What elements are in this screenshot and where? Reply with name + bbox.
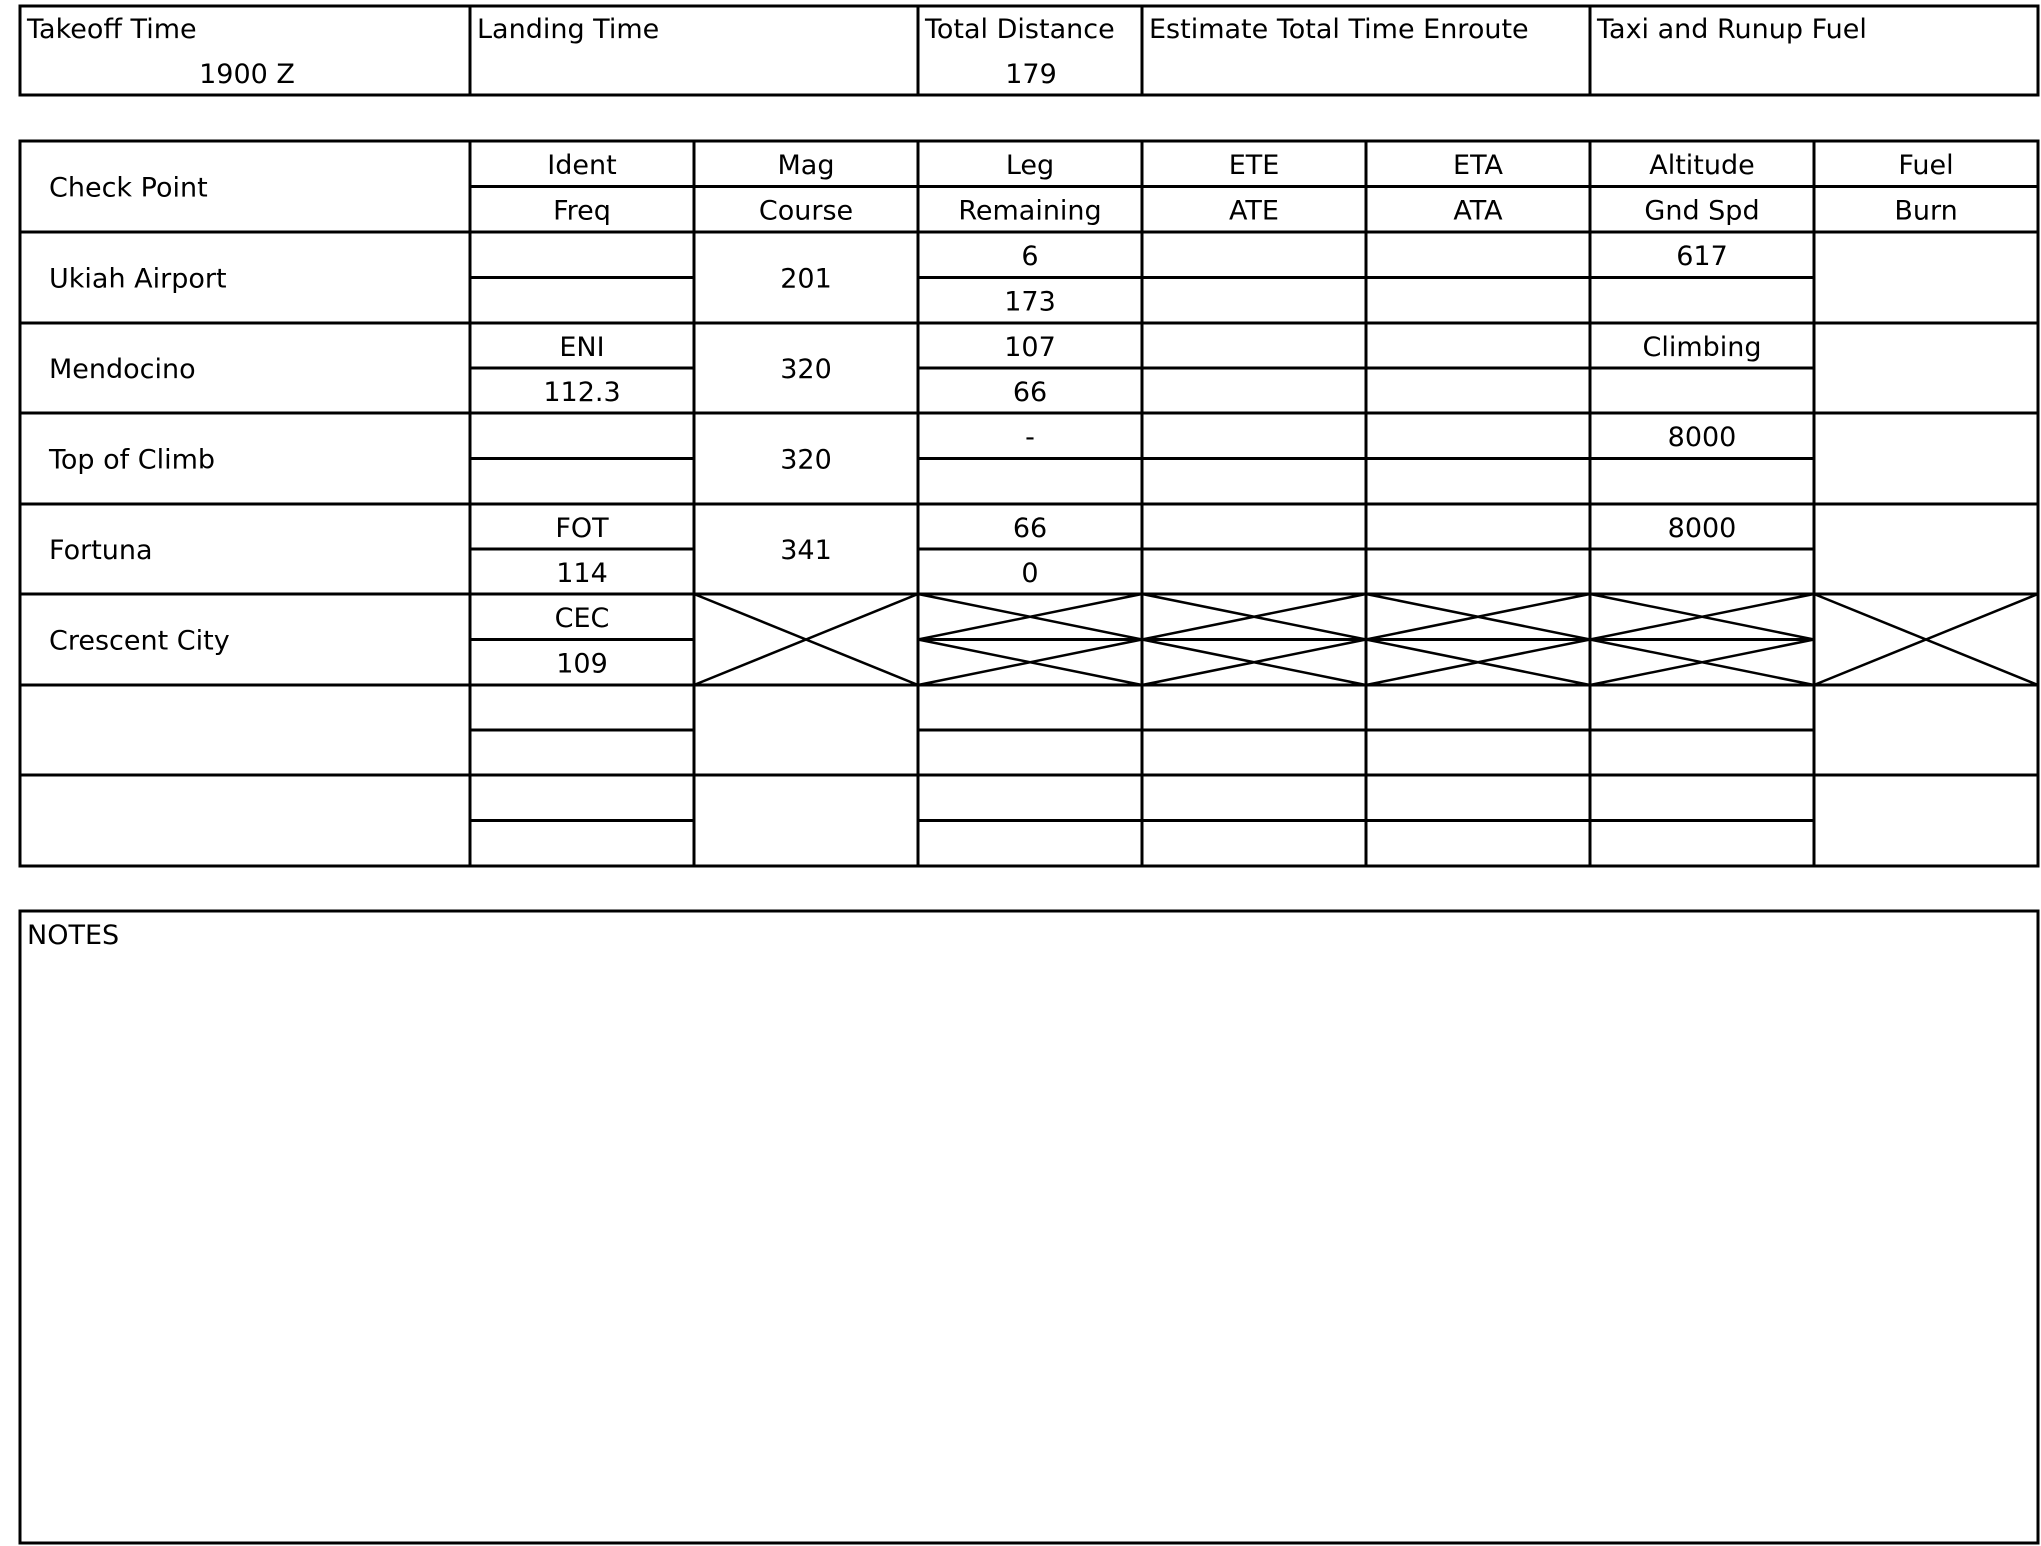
- freq-cell: 112.3: [543, 377, 621, 408]
- ident-cell: CEC: [554, 603, 610, 634]
- altitude-cell: 617: [1676, 241, 1728, 272]
- checkpoint-header: Check Point: [49, 172, 208, 204]
- freq-cell: 109: [556, 648, 608, 680]
- column-header-top: Leg: [1005, 150, 1055, 181]
- summary-value: 179: [1005, 59, 1057, 90]
- leg-cell: 6: [1021, 241, 1039, 272]
- summary-value: 1900 Z: [199, 59, 295, 90]
- freq-cell: 114: [556, 558, 608, 589]
- column-header-top: ETE: [1228, 150, 1280, 181]
- column-header-bottom: Burn: [1894, 195, 1958, 227]
- altitude-cell: Climbing: [1642, 332, 1762, 363]
- ident-cell: FOT: [555, 513, 609, 544]
- notes-box: [20, 911, 2038, 1543]
- altitude-cell: 8000: [1667, 422, 1737, 453]
- remaining-cell: 173: [1004, 286, 1056, 318]
- summary-label: Total Distance: [925, 14, 1115, 45]
- course-cell: 201: [780, 263, 832, 295]
- summary-label: Takeoff Time: [27, 14, 197, 45]
- leg-cell: 107: [1004, 332, 1056, 363]
- form-text: [26, 14, 1958, 951]
- ident-cell: ENI: [559, 332, 605, 363]
- course-cell: 320: [780, 354, 832, 385]
- column-header-bottom: Course: [758, 195, 854, 227]
- leg-cell: -: [1025, 422, 1035, 453]
- column-header-top: Altitude: [1649, 150, 1755, 181]
- column-header-bottom: ATA: [1453, 195, 1503, 227]
- summary-label: Taxi and Runup Fuel: [1597, 14, 1867, 45]
- column-header-top: Fuel: [1898, 150, 1954, 181]
- checkpoint-name: Fortuna: [49, 535, 153, 566]
- summary-label: Landing Time: [477, 14, 660, 45]
- leg-cell: 66: [1012, 513, 1048, 544]
- course-cell: 341: [780, 535, 832, 566]
- checkpoint-name: Mendocino: [49, 354, 196, 385]
- column-header-top: ETA: [1453, 150, 1503, 181]
- altitude-cell: 8000: [1667, 513, 1737, 544]
- column-header-top: Mag: [777, 150, 835, 181]
- checkpoint-name: Crescent City: [49, 625, 230, 657]
- grid-lines: [20, 6, 2038, 1543]
- column-header-top: Ident: [547, 150, 617, 181]
- course-cell: 320: [780, 444, 832, 476]
- column-header-bottom: ATE: [1229, 195, 1279, 227]
- column-header-bottom: Gnd Spd: [1644, 195, 1760, 227]
- remaining-cell: 66: [1012, 377, 1048, 408]
- summary-label: Estimate Total Time Enroute: [1149, 14, 1529, 45]
- remaining-cell: 0: [1021, 558, 1039, 589]
- checkpoint-name: Top of Climb: [49, 444, 216, 476]
- column-header-bottom: Remaining: [958, 195, 1102, 227]
- notes-label: NOTES: [27, 920, 120, 951]
- column-header-bottom: Freq: [553, 195, 611, 227]
- checkpoint-name: Ukiah Airport: [49, 263, 227, 295]
